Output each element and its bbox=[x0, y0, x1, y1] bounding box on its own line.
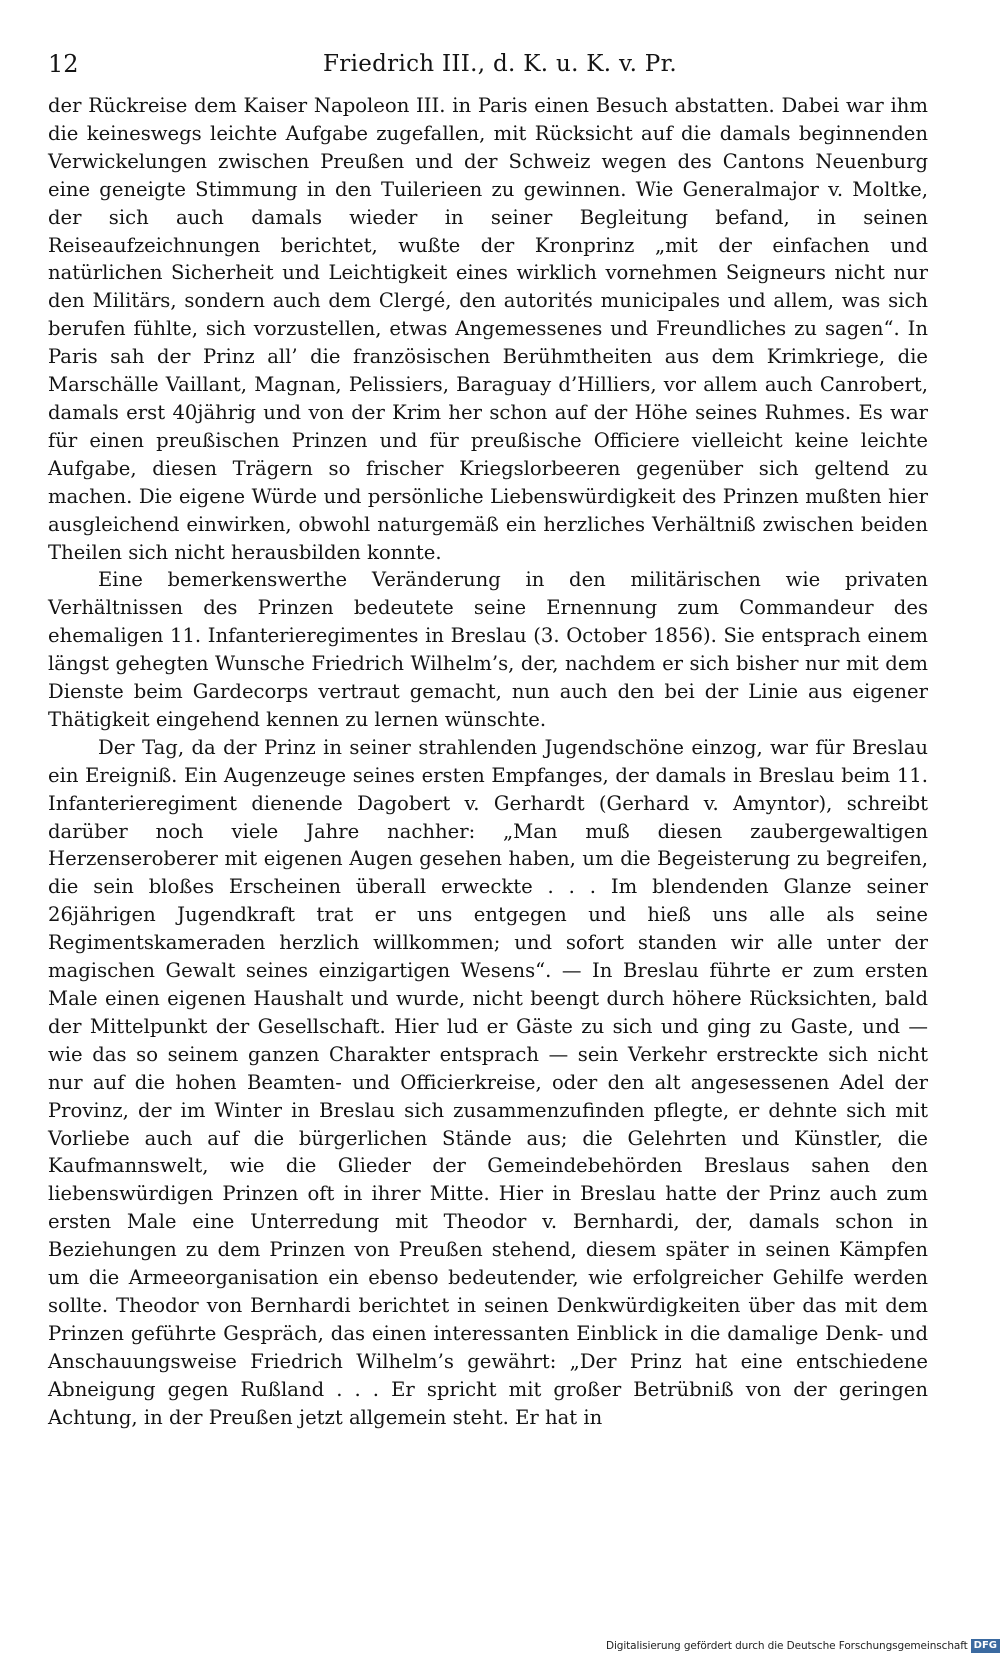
digitization-credit bbox=[606, 1637, 1000, 1655]
body-text bbox=[48, 92, 928, 1432]
paragraph-1: der Rückreise dem Kaiser Napoleon III. in Paris einen Besuch abstatten. Dabei war ihm die keineswegs leichte Aufgabe zugefallen, mit Rücksicht auf die damals beginnenden Verwickelungen zwischen Preußen und der Schweiz wegen des Cantons Neuenburg eine geneigte Stimmung in den Tuilerieen zu gewinnen. Wie Generalmajor v. Moltke, der sich auch damals wieder in seiner Begleitung befand, in seinen Reiseaufzeichnungen berichtet, wußte der Kronprinz „mit der einfachen und natürlichen Sicherheit und Leichtigkeit eines wirklich vornehmen Seigneurs nicht nur den Militärs, sondern auch dem Clergé, den autorités municipales und allem, was sich berufen fühlte, sich vorzustellen, etwas Angemessenes und Freundliches zu sagen“. In Paris sah der Prinz all’ die französischen Berühmtheiten aus dem Krimkriege, die Marschälle Vaillant, Magnan, Pelissiers, Baraguay d’Hilliers, vor allem auch Canrobert, damals erst 40jährig und von der Krim her schon auf der Höhe seines Ruhmes. Es war für einen preußischen Prinzen und für preußische Officiere vielleicht keine leichte Aufgabe, diesen Trägern so frischer Kriegslorbeeren gegenüber sich geltend zu machen. Die eigene Würde und persönliche Liebenswürdigkeit des Prinzen mußten hier ausgleichend einwirken, obwohl naturgemäß ein herzliches Verhältniß zwischen beiden Theilen sich nicht herausbilden konnte. bbox=[48, 94, 928, 564]
paragraph-2: Eine bemerkenswerthe Veränderung in den militärischen wie privaten Verhältnissen des Prinzen bedeutete seine Ernennung zum Commandeur des ehemaligen 11. Infanterieregimentes in Breslau (3. October 1856). Sie entsprach einem längst gehegten Wunsche Friedrich Wilhelm’s, der, nachdem er sich bisher nur mit dem Dienste beim Gardecorps vertraut gemacht, nun auch den bei der Linie aus eigener Thätigkeit eingehend kennen zu lernen wünschte. bbox=[48, 568, 928, 731]
running-head: Friedrich III., d. K. u. K. v. Pr. bbox=[323, 51, 677, 77]
credit-text: Digitalisierung gefördert durch die Deutsche Forschungsgemeinschaft bbox=[605, 1640, 968, 1652]
page-number: 12 bbox=[48, 50, 79, 78]
paragraph-3: Der Tag, da der Prinz in seiner strahlenden Jugendschöne einzog, war für Breslau ein Ereigniß. Ein Augenzeuge seines ersten Empfanges, der damals in Breslau beim 11. Infanterieregiment dienende Dagobert v. Gerhardt (Gerhard v. Amyntor), schreibt darüber noch viele Jahre nachher: „Man muß diesen zaubergewaltigen Herzenseroberer mit eigenen Augen gesehen haben, um die Begeisterung zu begreifen, die sein bloßes Erscheinen überall erweckte . . . Im blendenden Glanze seiner 26jährigen Jugendkraft trat er uns entgegen und hieß uns alle als seine Regimentskameraden herzlich willkommen; und sofort standen wir alle unter der magischen Gewalt seines einzigartigen Wesens“. — In Breslau führte er zum ersten Male einen eigenen Haushalt und wurde, nicht beengt durch höhere Rücksichten, bald der Mittelpunkt der Gesellschaft. Hier lud er Gäste zu sich und ging zu Gaste, und — wie das so seinem ganzen Charakter entsprach — sein Verkehr erstreckte sich nicht nur auf die hohen Beamten- und Officierkreise, oder den alt angesessenen Adel der Provinz, der im Winter in Breslau sich zusammenzufinden pflegte, er dehnte sich mit Vorliebe auch auf die bürgerlichen Stände aus; die Gelehrten und Künstler, die Kaufmannswelt, wie die Glieder der Gemeindebehörden Breslaus sahen den liebenswürdigen Prinzen oft in ihrer Mitte. Hier in Breslau hatte der Prinz auch zum ersten Male eine Unterredung mit Theodor v. Bernhardi, der, damals schon in Beziehungen zu dem Prinzen von Preußen stehend, diesem später in seinen Kämpfen um die Armeeorganisation ein ebenso bedeutender, wie erfolgreicher Gehilfe werden sollte. Theodor von Bernhardi berichtet in seinen Denkwürdigkeiten über das mit dem Prinzen geführte Gespräch, das einen interessanten Einblick in die damalige Denk- und Anschauungsweise Friedrich Wilhelm’s gewährt: „Der Prinz hat eine entschiedene Abneigung gegen Rußland . . . Er spricht mit großer Betrübniß von der geringen Achtung, in der Preußen jetzt allgemein steht. Er hat in bbox=[48, 735, 928, 1429]
dfg-logo-icon: DFG bbox=[971, 1639, 1000, 1653]
